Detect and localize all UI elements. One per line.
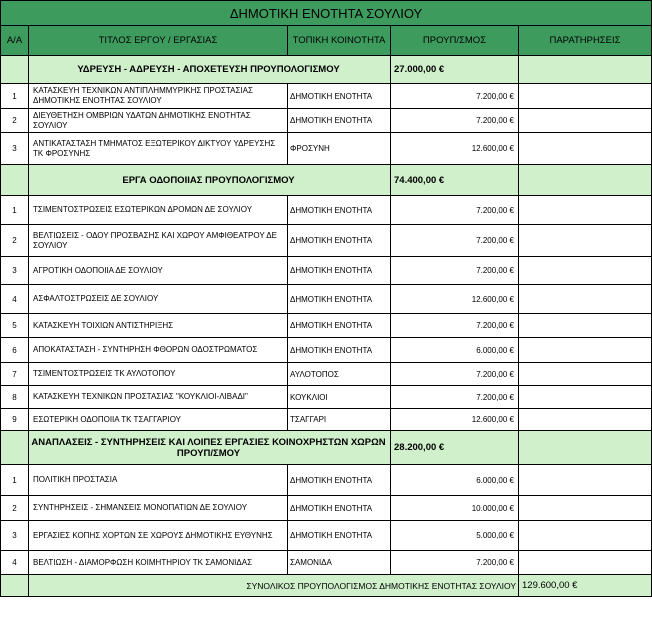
header-row xyxy=(1,26,652,56)
table-row xyxy=(1,496,652,521)
table-row xyxy=(1,314,652,338)
row-cost: 7.200,00 € xyxy=(391,314,519,338)
table-row xyxy=(1,196,652,225)
row-title: ΚΑΤΑΣΚΕΥΗ ΤΕΧΝΙΚΩΝ ΑΝΤΙΠΛΗΜΜΥΡΙΚΗΣ ΠΡΟΣΤΑΣΙΑΣ ΔΗΜΟΤΙΚΗΣ ΕΝΟΤΗΤΑΣ ΣΟΥΛΙΟΥ xyxy=(29,84,288,109)
row-community: ΔΗΜΟΤΙΚΗ ΕΝΟΤΗΤΑ xyxy=(288,285,391,314)
section-amount: 74.400,00 € xyxy=(391,165,519,196)
row-remarks xyxy=(519,257,652,285)
row-cost: 12.600,00 € xyxy=(391,409,519,431)
row-remarks xyxy=(519,314,652,338)
row-community: ΔΗΜΟΤΙΚΗ ΕΝΟΤΗΤΑ xyxy=(288,225,391,257)
table-title: ΔΗΜΟΤΙΚΗ ΕΝΟΤΗΤΑ ΣΟΥΛΙΟΥ xyxy=(1,1,652,26)
header-remarks: ΠΑΡΑΤΗΡΗΣΕΙΣ xyxy=(519,26,652,56)
row-cost: 12.600,00 € xyxy=(391,285,519,314)
row-title: ΒΕΛΤΙΩΣΗ - ΔΙΑΜΟΡΦΩΣΗ ΚΟΙΜΗΤΗΡΙΟΥ ΤΚ ΣΑΜΟΝΙΔΑΣ xyxy=(29,551,288,575)
section-amount: 27.000,00 € xyxy=(391,56,519,84)
row-number: 1 xyxy=(1,84,29,109)
total-amount: 129.600,00 € xyxy=(519,575,652,597)
table-row xyxy=(1,285,652,314)
row-community: ΔΗΜΟΤΙΚΗ ΕΝΟΤΗΤΑ xyxy=(288,84,391,109)
section-label: ΑΝΑΠΛΑΣΕΙΣ - ΣΥΝΤΗΡΗΣΕΙΣ ΚΑΙ ΛΟΙΠΕΣ ΕΡΓΑΣΙΕΣ ΚΟΙΝΟΧΡΗΣΤΩΝ ΧΩΡΩΝ ΠΡΟΥΠ/ΣΜΟΥ xyxy=(29,431,391,465)
row-community: ΔΗΜΟΤΙΚΗ ΕΝΟΤΗΤΑ xyxy=(288,465,391,496)
row-number: 3 xyxy=(1,521,29,551)
section-spacer xyxy=(1,165,29,196)
row-title: ΠΟΛΙΤΙΚΗ ΠΡΟΣΤΑΣΙΑ xyxy=(29,465,288,496)
row-number: 2 xyxy=(1,109,29,133)
row-title: ΣΥΝΤΗΡΗΣΕΙΣ - ΣΗΜΑΝΣΕΙΣ ΜΟΝΟΠΑΤΙΩΝ ΔΕ ΣΟΥΛΙΟΥ xyxy=(29,496,288,521)
row-number: 3 xyxy=(1,257,29,285)
row-remarks xyxy=(519,196,652,225)
row-cost: 6.000,00 € xyxy=(391,338,519,363)
section-row xyxy=(1,431,652,465)
row-number: 6 xyxy=(1,338,29,363)
row-title: ΚΑΤΑΣΚΕΥΗ ΤΕΧΝΙΚΩΝ ΠΡΟΣΤΑΣΙΑΣ "ΚΟΥΚΛΙΟΙ-ΛΙΒΑΔΙ" xyxy=(29,386,288,409)
row-title: ΑΣΦΑΛΤΟΣΤΡΩΣΕΙΣ ΔΕ ΣΟΥΛΙΟΥ xyxy=(29,285,288,314)
row-community: ΔΗΜΟΤΙΚΗ ΕΝΟΤΗΤΑ xyxy=(288,496,391,521)
row-title: ΤΣΙΜΕΝΤΟΣΤΡΩΣΕΙΣ ΤΚ ΑΥΛΟΤΟΠΟΥ xyxy=(29,363,288,386)
row-remarks xyxy=(519,363,652,386)
table-row xyxy=(1,409,652,431)
row-community: ΔΗΜΟΤΙΚΗ ΕΝΟΤΗΤΑ xyxy=(288,109,391,133)
row-title: ΕΡΓΑΣΙΕΣ ΚΟΠΗΣ ΧΟΡΤΩΝ ΣΕ ΧΩΡΟΥΣ ΔΗΜΟΤΙΚΗΣ ΕΥΘΥΝΗΣ xyxy=(29,521,288,551)
row-title: ΕΣΩΤΕΡΙΚΗ ΟΔΟΠΟΙΙΑ ΤΚ ΤΣΑΓΓΑΡΙΟΥ xyxy=(29,409,288,431)
table-row xyxy=(1,257,652,285)
table-row xyxy=(1,338,652,363)
row-community: ΔΗΜΟΤΙΚΗ ΕΝΟΤΗΤΑ xyxy=(288,196,391,225)
row-remarks xyxy=(519,386,652,409)
row-remarks xyxy=(519,133,652,165)
header-budget: ΠΡΟΥΠ/ΣΜΟΣ xyxy=(391,26,519,56)
row-cost: 7.200,00 € xyxy=(391,109,519,133)
row-number: 1 xyxy=(1,465,29,496)
table-row xyxy=(1,133,652,165)
section-spacer xyxy=(1,56,29,84)
row-number: 4 xyxy=(1,551,29,575)
row-community: ΣΑΜΟΝΙΔΑ xyxy=(288,551,391,575)
header-aa: Α/Α xyxy=(1,26,29,56)
row-number: 5 xyxy=(1,314,29,338)
row-number: 2 xyxy=(1,225,29,257)
row-cost: 7.200,00 € xyxy=(391,257,519,285)
row-cost: 10.000,00 € xyxy=(391,496,519,521)
row-number: 8 xyxy=(1,386,29,409)
table-row xyxy=(1,84,652,109)
row-title: ΑΓΡΟΤΙΚΗ ΟΔΟΠΟΙΙΑ ΔΕ ΣΟΥΛΙΟΥ xyxy=(29,257,288,285)
row-community: ΚΟΥΚΛΙΟΙ xyxy=(288,386,391,409)
row-remarks xyxy=(519,109,652,133)
row-community: ΔΗΜΟΤΙΚΗ ΕΝΟΤΗΤΑ xyxy=(288,338,391,363)
section-row xyxy=(1,165,652,196)
row-title: ΤΣΙΜΕΝΤΟΣΤΡΩΣΕΙΣ ΕΣΩΤΕΡΙΚΩΝ ΔΡΟΜΩΝ ΔΕ ΣΟΥΛΙΟΥ xyxy=(29,196,288,225)
row-community: ΤΣΑΓΓΑΡΙ xyxy=(288,409,391,431)
table-row xyxy=(1,465,652,496)
total-label: ΣΥΝΟΛΙΚΟΣ ΠΡΟΥΠΟΛΟΓΙΣΜΟΣ ΔΗΜΟΤΙΚΗΣ ΕΝΟΤΗΤΑΣ ΣΟΥΛΙΟΥ xyxy=(29,575,519,597)
section-remarks xyxy=(519,56,652,84)
total-row xyxy=(1,575,652,597)
row-cost: 12.600,00 € xyxy=(391,133,519,165)
row-number: 9 xyxy=(1,409,29,431)
row-remarks xyxy=(519,465,652,496)
row-title: ΑΝΤΙΚΑΤΑΣΤΑΣΗ ΤΜΗΜΑΤΟΣ ΕΞΩΤΕΡΙΚΟΥ ΔΙΚΤΥΟΥ ΥΔΡΕΥΣΗΣ ΤΚ ΦΡΟΣΥΝΗΣ xyxy=(29,133,288,165)
row-title: ΔΙΕΥΘΕΤΗΣΗ ΟΜΒΡΙΩΝ ΥΔΑΤΩΝ ΔΗΜΟΤΙΚΗΣ ΕΝΟΤΗΤΑΣ ΣΟΥΛΙΟΥ xyxy=(29,109,288,133)
row-remarks xyxy=(519,338,652,363)
section-spacer xyxy=(1,431,29,465)
row-remarks xyxy=(519,225,652,257)
row-community: ΔΗΜΟΤΙΚΗ ΕΝΟΤΗΤΑ xyxy=(288,257,391,285)
row-number: 3 xyxy=(1,133,29,165)
row-remarks xyxy=(519,551,652,575)
row-title: ΒΕΛΤΙΩΣΕΙΣ - ΟΔΟΥ ΠΡΟΣΒΑΣΗΣ ΚΑΙ ΧΩΡΟΥ ΑΜΦΙΘΕΑΤΡΟΥ ΔΕ ΣΟΥΛΙΟΥ xyxy=(29,225,288,257)
row-cost: 7.200,00 € xyxy=(391,386,519,409)
table-row xyxy=(1,225,652,257)
header-title: ΤΙΤΛΟΣ ΕΡΓΟΥ / ΕΡΓΑΣΙΑΣ xyxy=(29,26,288,56)
header-community: ΤΟΠΙΚΗ ΚΟΙΝΟΤΗΤΑ xyxy=(288,26,391,56)
row-cost: 7.200,00 € xyxy=(391,225,519,257)
section-row xyxy=(1,56,652,84)
table-row xyxy=(1,109,652,133)
section-label: ΕΡΓΑ ΟΔΟΠΟΙΙΑΣ ΠΡΟΥΠΟΛΟΓΙΣΜΟΥ xyxy=(29,165,391,196)
row-cost: 6.000,00 € xyxy=(391,465,519,496)
section-remarks xyxy=(519,165,652,196)
row-community: ΑΥΛΟΤΟΠΟΣ xyxy=(288,363,391,386)
row-remarks xyxy=(519,285,652,314)
row-title: ΚΑΤΑΣΚΕΥΗ ΤΟΙΧΙΩΝ ΑΝΤΙΣΤΗΡΙΞΗΣ xyxy=(29,314,288,338)
row-number: 2 xyxy=(1,496,29,521)
section-amount: 28.200,00 € xyxy=(391,431,519,465)
row-community: ΔΗΜΟΤΙΚΗ ΕΝΟΤΗΤΑ xyxy=(288,314,391,338)
table-row xyxy=(1,521,652,551)
section-remarks xyxy=(519,431,652,465)
row-community: ΦΡΟΣΥΝΗ xyxy=(288,133,391,165)
row-title: ΑΠΟΚΑΤΑΣΤΑΣΗ - ΣΥΝΤΗΡΗΣΗ ΦΘΟΡΩΝ ΟΔΟΣΤΡΩΜΑΤΟΣ xyxy=(29,338,288,363)
section-label: ΥΔΡΕΥΣΗ - ΑΔΡΕΥΣΗ - ΑΠΟΧΕΤΕΥΣΗ ΠΡΟΥΠΟΛΟΓΙΣΜΟΥ xyxy=(29,56,391,84)
table-row xyxy=(1,551,652,575)
row-remarks xyxy=(519,521,652,551)
row-community: ΔΗΜΟΤΙΚΗ ΕΝΟΤΗΤΑ xyxy=(288,521,391,551)
row-number: 4 xyxy=(1,285,29,314)
row-cost: 7.200,00 € xyxy=(391,84,519,109)
total-spacer xyxy=(1,575,29,597)
row-remarks xyxy=(519,496,652,521)
row-remarks xyxy=(519,84,652,109)
row-number: 1 xyxy=(1,196,29,225)
row-cost: 7.200,00 € xyxy=(391,363,519,386)
row-number: 7 xyxy=(1,363,29,386)
row-remarks xyxy=(519,409,652,431)
row-cost: 5.000,00 € xyxy=(391,521,519,551)
table-row xyxy=(1,363,652,386)
row-cost: 7.200,00 € xyxy=(391,196,519,225)
table-row xyxy=(1,386,652,409)
row-cost: 7.200,00 € xyxy=(391,551,519,575)
